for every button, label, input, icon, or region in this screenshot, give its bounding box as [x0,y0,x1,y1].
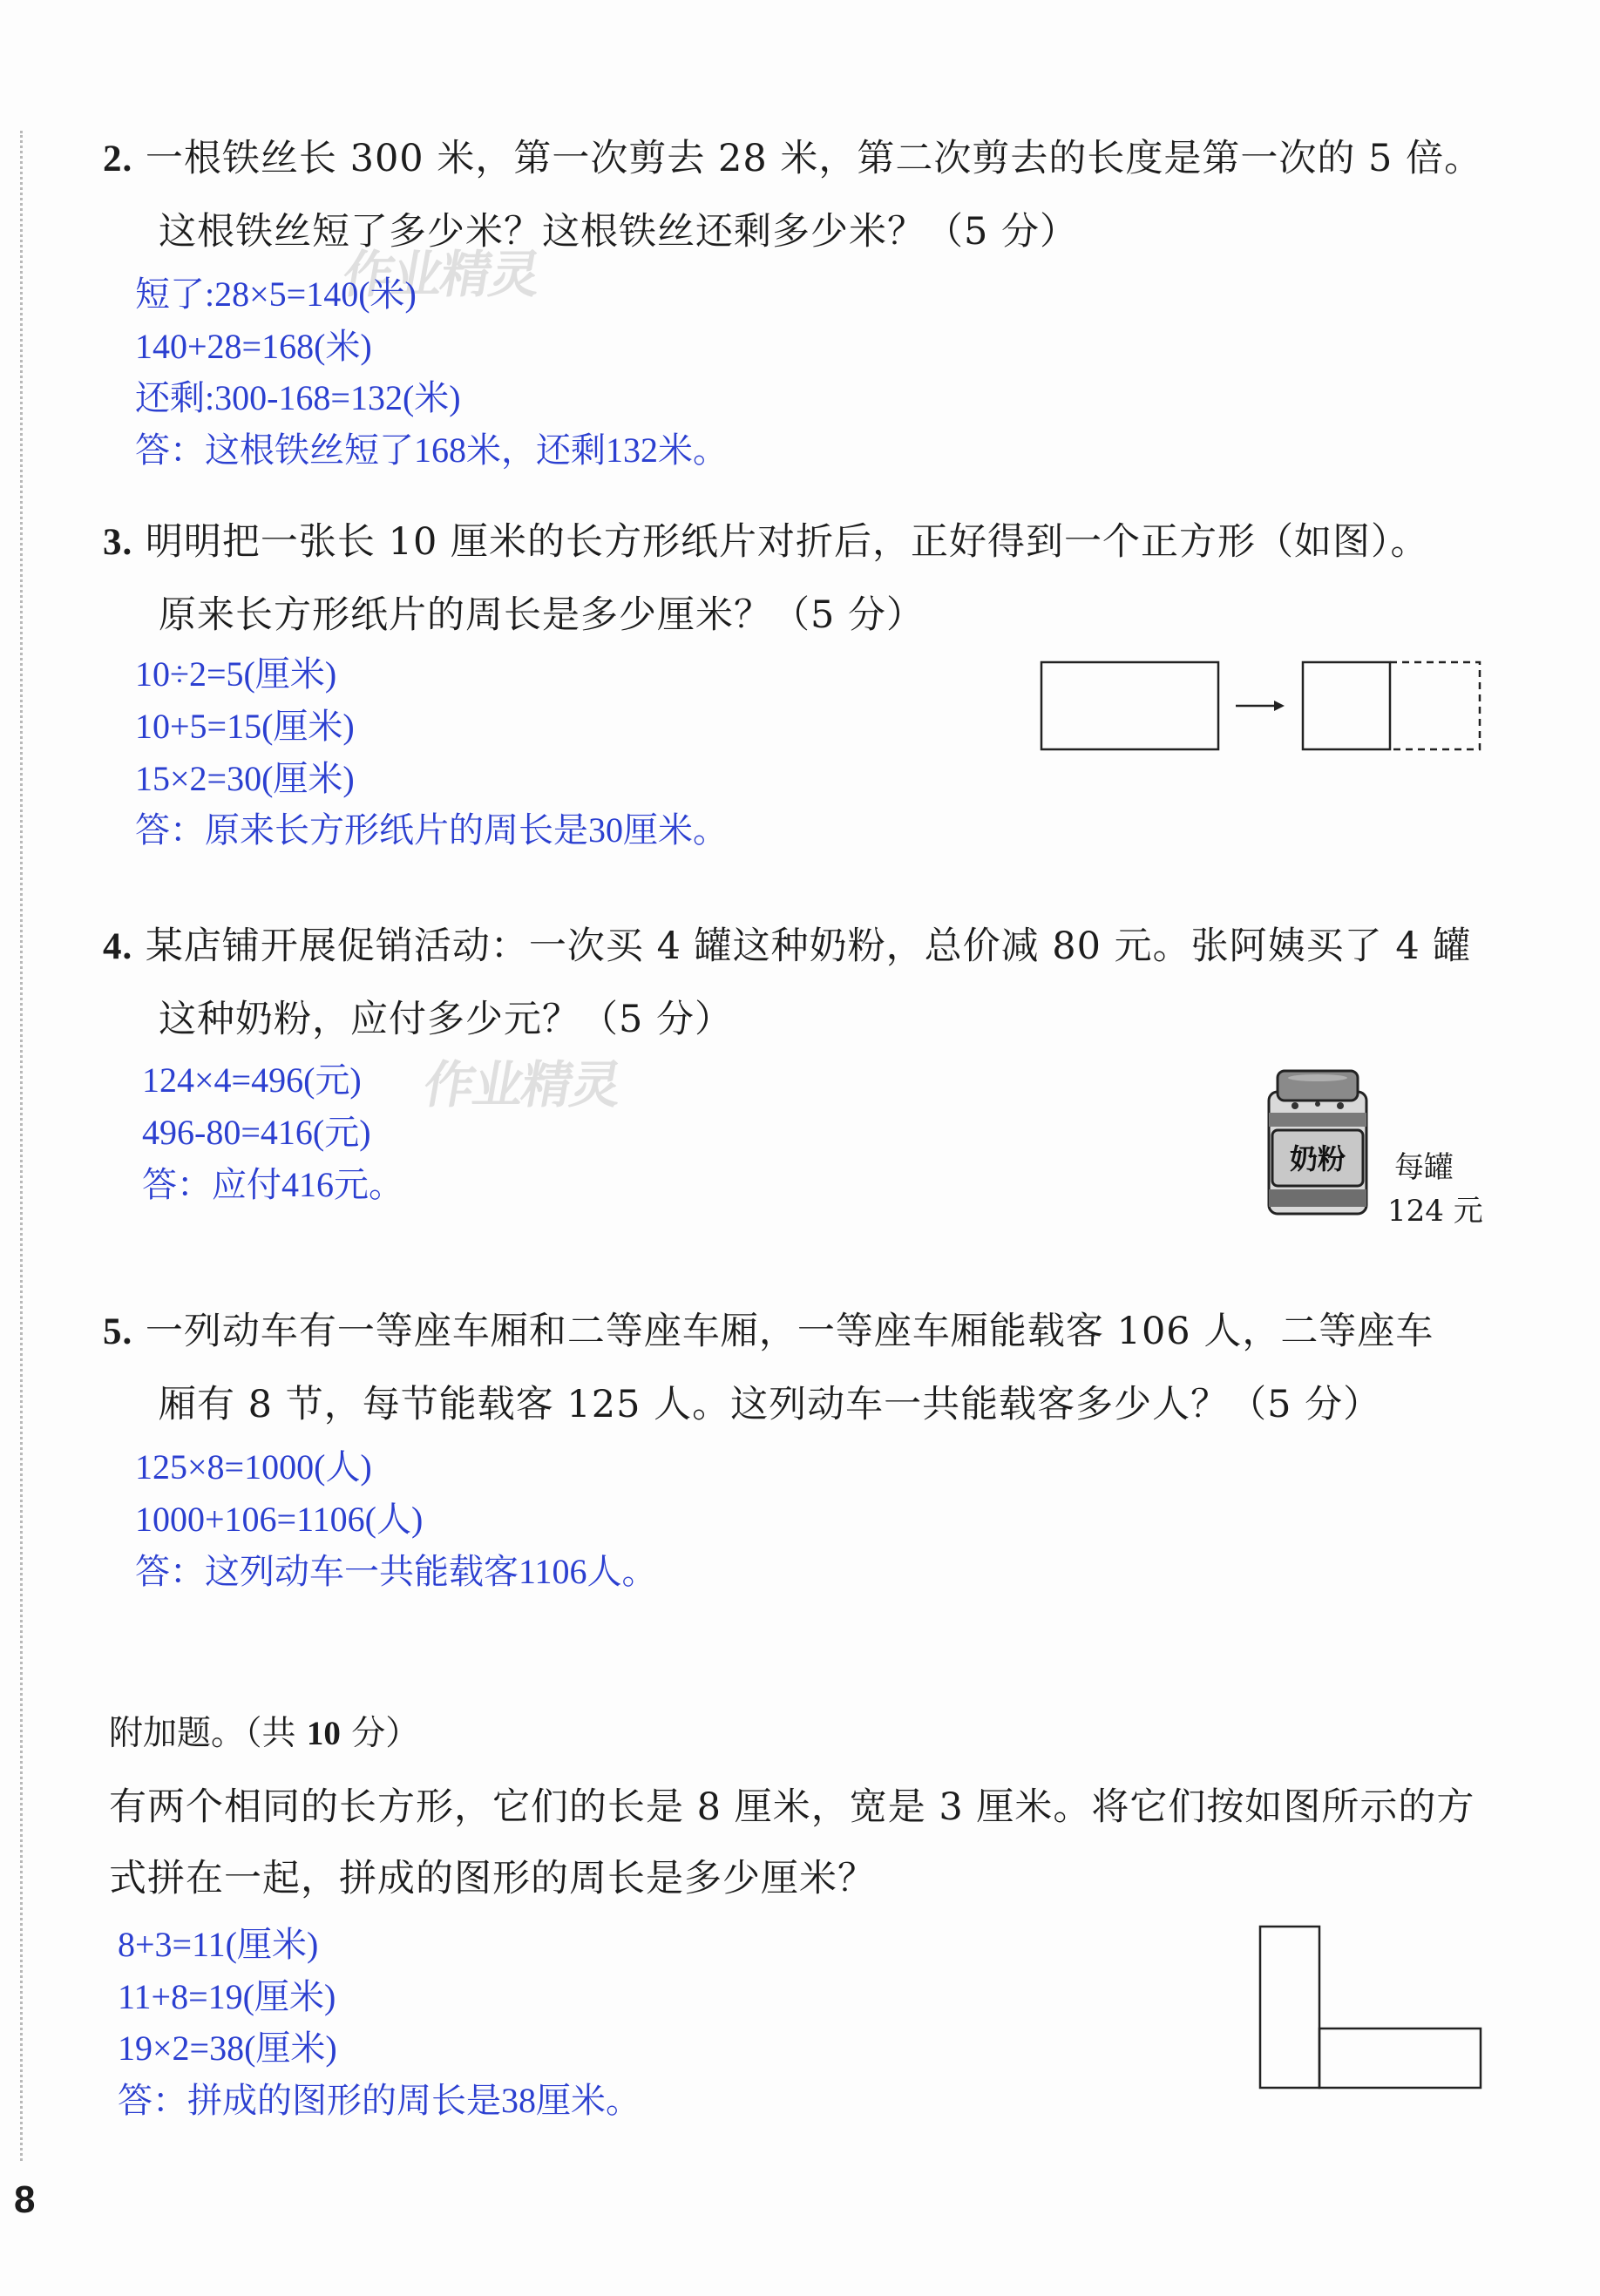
question-4-line1: 4. 某店铺开展促销活动：一次买 4 罐这种奶粉，总价减 80 元。张阿姨买了 4 罐 [103,924,1472,968]
answer-line: 125×8=1000(人) [135,1447,372,1487]
question-2-line2: 这根铁丝短了多少米？这根铁丝还剩多少米？（5 分） [159,210,1079,254]
question-number: 4. [103,926,133,967]
answer-line: 19×2=38(厘米) [118,2028,337,2068]
rectangle-paper [1041,662,1218,749]
folded-half-dashed [1390,662,1480,749]
price-label-line1: 每罐 [1394,1150,1454,1185]
rectangle-vertical [1260,1927,1319,2088]
answer-line: 还剩:300-168=132(米) [135,378,461,417]
watermark: 作业精灵 [419,1055,626,1114]
folding-diagram [1037,658,1490,754]
answer-line: 1000+106=1106(人) [135,1500,424,1539]
arrow-head-icon [1274,701,1285,711]
folded-square [1303,662,1390,749]
answer-line: 答：拼成的图形的周长是38厘米。 [118,2081,641,2120]
answer-line: 15×2=30(厘米) [135,759,355,798]
milk-powder-jar [1262,1067,1375,1224]
question-5-line2: 厢有 8 节，每节能载客 125 人。这列动车一共能载客多少人？（5 分） [159,1383,1382,1426]
jar-label: 奶粉 [1289,1142,1346,1175]
answer-line: 11+8=19(厘米) [118,1977,336,2016]
answer-line: 10÷2=5(厘米) [135,654,337,694]
binding-margin-line [20,131,23,2161]
answer-line: 答：这根铁丝短了168米，还剩132米。 [135,430,728,470]
question-4-line2: 这种奶粉，应付多少元？（5 分） [159,998,734,1041]
page-number: 8 [14,2178,36,2221]
answer-line: 短了:28×5=140(米) [135,274,417,314]
bonus-title: 附加题。（共 10 分） [109,1714,420,1753]
answer-line: 8+3=11(厘米) [118,1925,319,1964]
watermark: 作业精灵 [338,245,545,304]
answer-line: 496-80=416(元) [142,1113,371,1152]
answer-line: 答：应付416元。 [142,1165,403,1204]
l-shape-diagram [1255,1921,1490,2096]
question-5-line1: 5. 一列动车有一等座车厢和二等座车厢，一等座车厢能载客 106 人，二等座车 [103,1310,1434,1353]
answer-line: 答：这列动车一共能载客1106人。 [135,1552,657,1591]
question-number: 3. [103,522,133,563]
rectangle-horizontal [1319,2028,1481,2088]
question-3-line2: 原来长方形纸片的周长是多少厘米？（5 分） [159,593,925,637]
question-2-line1: 2. 一根铁丝长 300 米，第一次剪去 28 米，第二次剪去的长度是第一次的 5 倍。 [103,137,1483,180]
question-3-line1: 3. 明明把一张长 10 厘米的长方形纸片对折后，正好得到一个正方形（如图）。 [103,520,1429,564]
question-number: 2. [103,139,133,179]
answer-line: 答：原来长方形纸片的周长是30厘米。 [135,810,728,850]
answer-line: 124×4=496(元) [142,1060,362,1100]
bonus-line2: 式拼在一起，拼成的图形的周长是多少厘米？ [109,1857,876,1900]
price-label-line2: 124 元 [1387,1194,1483,1229]
answer-line: 140+28=168(米) [135,327,372,366]
bonus-line1: 有两个相同的长方形，它们的长是 8 厘米，宽是 3 厘米。将它们按如图所示的方 [109,1785,1475,1829]
answer-line: 10+5=15(厘米) [135,707,355,746]
question-number: 5. [103,1311,133,1352]
